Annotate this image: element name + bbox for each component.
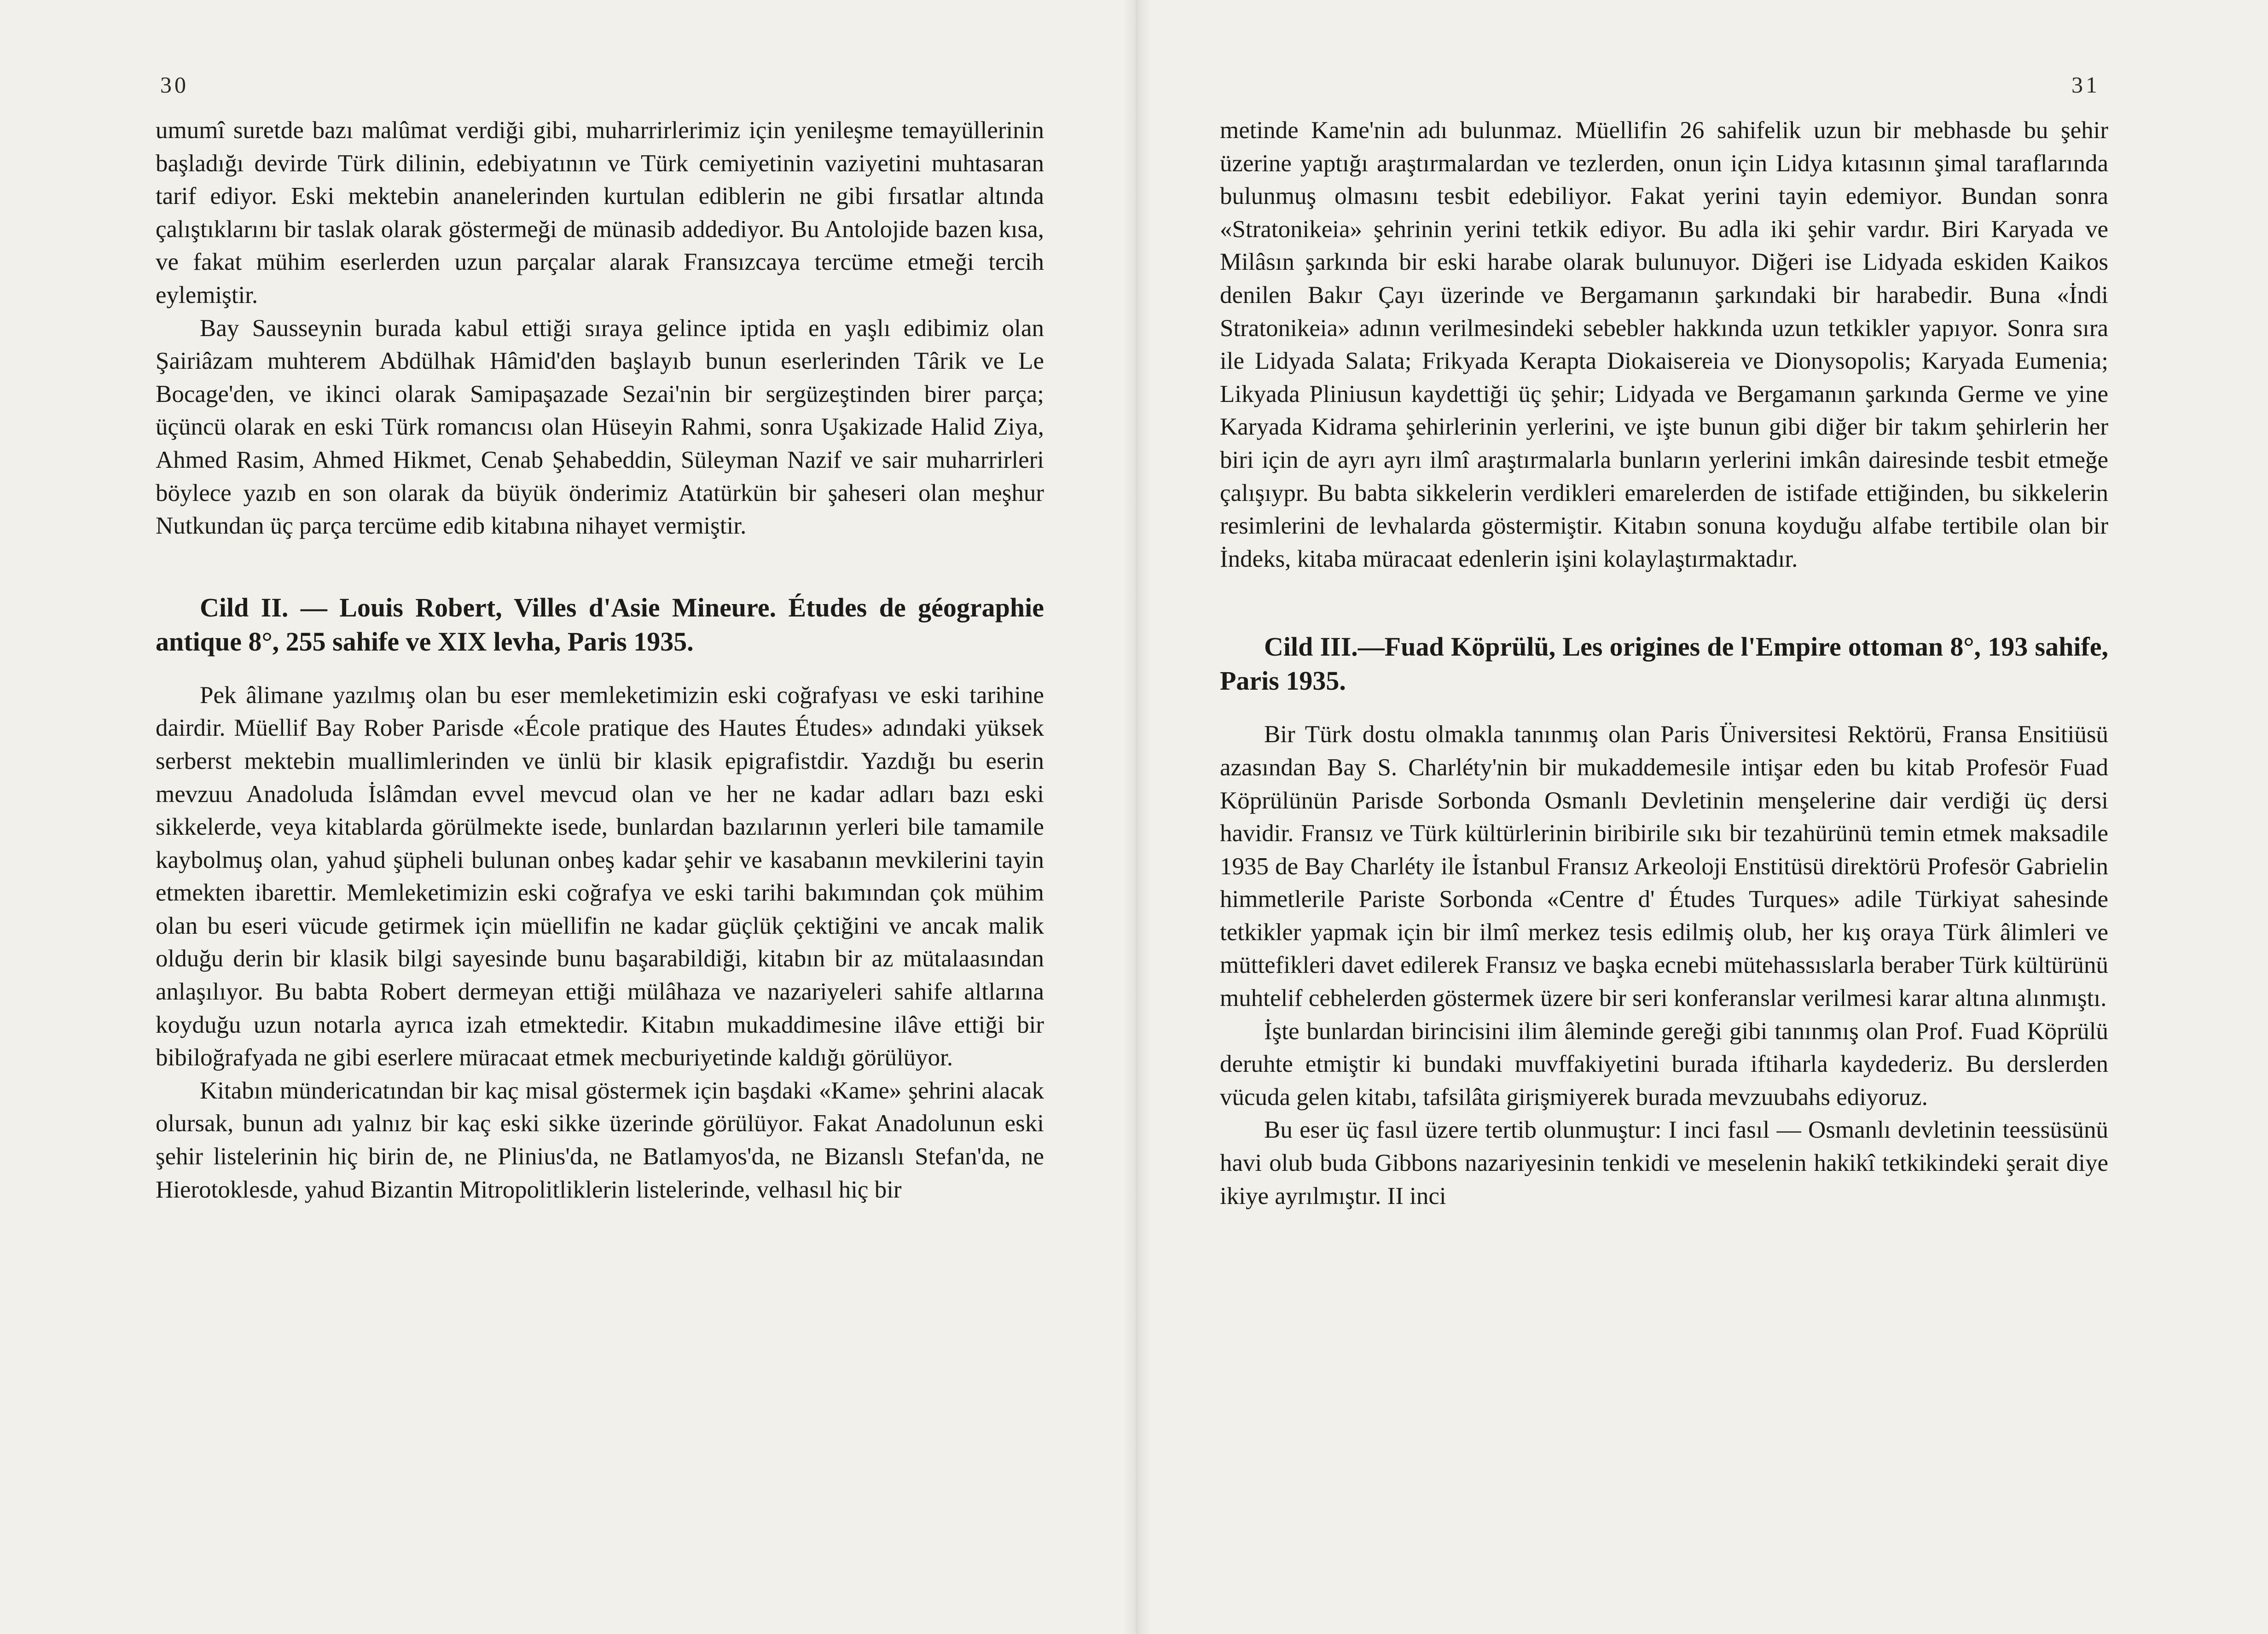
page-body — [1220, 114, 2108, 1213]
paragraph: Kitabın mündericatından bir kaç misal göstermek için başdaki «Kame» şehrini alacak olursak, bunun adı yalnız bir kaç eski sikke üzerinde görülüyor. Fakat Anadolunun eski şehir listelerinin hiç birin de, ne Plinius'da, ne Batlamyos'da, ne Bizanslı Stefan'da, ne Hierotoklesde, yahud Bizantin Mitropolitliklerin listelerinde, velhasıl hiç bir — [156, 1077, 1044, 1203]
paragraph: metinde Kame'nin adı bulunmaz. Müellifin 26 sahifelik uzun bir mebhasde bu şehir üzerine yaptığı araştırmalardan ve tezlerden, onun için Lidya kıtasının şimal taraflarında bulunmuş olmasını tesbit edebiliyor. Fakat yerini tayin edemiyor. Bundan sonra «Stratonikeia» şehrinin yerini tetkik ediyor. Bu adla iki şehir vardır. Biri Karyada ve Milâsın şarkında bir eski harabe olarak bulunuyor. Diğeri ise Lidyada eskiden Kaikos denilen Bakır Çayı üzerinde ve Bergamanın şarkındaki bir harabedir. Buna «İndi Stratonikeia» adının verilmesindeki sebebler hakkında uzun tetkikler yapıyor. Sonra sıra ile Lidyada Salata; Frikyada Kerapta Diokaisereia ve Dionysopolis; Karyada Eumenia; Likyada Pliniusun kaydettiği üç şehir; Lidyada ve Bergamanın şarkında Germe ve yine Karyada Kidrama şehirlerinin yerlerini, ve işte bunun gibi diğer bir takım şehirlerin her biri için de ayrı ayrı ilmî araştırmalarla bunların yerlerini imkân dairesinde tesbit etmeğe çalışıypr. Bu babta sikkelerin verdikleri emarelerden de istifade ettiğinden, bu sikkelerin resimlerini de levhalarda göstermiştir. Kitabın sonuna koyduğu alfabe tertibile olan bir İndeks, kitaba müracaat edenlerin işini kolaylaştırmaktadır. — [1220, 117, 2108, 572]
paragraph: Bay Sausseynin burada kabul ettiği sıraya gelince iptida en yaşlı edibimiz olan Şairiâzam muhterem Abdülhak Hâmid'den başlayıb bunun eserlerinden Târik ve Le Bocage'den, ve ikinci olarak Samipaşazade Sezai'nin bir sergüzeştinden birer parça; üçüncü olarak en eski Türk romancısı olan Hüseyin Rahmi, sonra Uşakizade Halid Ziya, Ahmed Rasim, Ahmed Hikmet, Cenab Şehabeddin, Süleyman Nazif ve sair muharrirleri böylece yazıb en son olarak da büyük önderimiz Atatürkün bir şaheseri olan meşhur Nutkundan üç parça tercüme edib kitabına nihayet vermiştir. — [156, 314, 1044, 540]
paragraph: Bir Türk dostu olmakla tanınmış olan Paris Üniversitesi Rektörü, Fransa Ensitiüsü azasından Bay S. Charléty'nin bir mukaddemesile intişar eden bu kitab Profesör Fuad Köprülünün Parisde Sorbonda Osmanlı Devletinin menşelerine dair verdiği üç dersi havidir. Fransız ve Türk kültürlerinin biribirile sıkı bir tezahürünü temin etmek maksadile 1935 de Bay Charléty ile İstanbul Fransız Arkeoloji Enstitüsü direktörü Profesör Gabrielin himmetlerile Pariste Sorbonda «Centre d' Études Turques» adile Türkiyat sahesinde tetkikler yapmak için bir ilmî merkez tesis edilmiş olub, her kış oraya Türk âlimleri ve müttefikleri davet edilerek Fransız ve başka ecnebi mütehassıslarla beraber Türk kültürünü muhtelif cebhelerden göstermek üzere bir seri konferanslar verilmesi karar altına alınmıştı. — [1220, 721, 2108, 1012]
paragraph: Pek âlimane yazılmış olan bu eser memleketimizin eski coğrafyası ve eski tarihine dairdir. Müellif Bay Rober Parisde «École pratique des Hautes Études» adındaki yüksek serberst mektebin muallimlerinden ve ünlü bir klasik epigrafistdir. Yazdığı bu eserin mevzuu Anadoluda İslâmdan evvel mevcud olan ve her ne kadar adları bazı eski sikkelerde, veya kitablarda görülmekte isede, bunlardan bazılarının yerleri bile tamamile kaybolmuş olan, yahud şüpheli bulunan onbeş kadar şehir ve kasabanın mevkilerini tayin etmekten ibarettir. Memleketimizin eski coğrafya ve eski tarihi bakımından çok mühim olan bu eseri vücude getirmek için müellifin ne kadar güçlük çektiğini ve ancak malik olduğu derin bir klasik bilgi sayesinde bunu başarabildiği, kitabın bir az mütalaasından anlaşılıyor. Bu babta Robert dermeyan ettiği mülâhaza ve nazariyeleri sahife altlarına koyduğu uzun notarla ayrıca izah etmektedir. Kitabın mukaddimesine ilâve ettiği bir bibiloğrafyada ne gibi eserlere müracaat etmek mecburiyetinde kaldığı görülüyor. — [156, 681, 1044, 1071]
section-heading: Cild II. — Louis Robert, Villes d'Asie Mineure. Études de géographie antique 8°, 255 sahife ve XIX levha, Paris 1935. — [156, 592, 1044, 657]
page-number: 30 — [160, 72, 189, 98]
right-page — [1132, 0, 2268, 1634]
page-body — [156, 114, 1044, 1206]
page-number: 31 — [2071, 72, 2100, 98]
spacer — [156, 659, 1044, 679]
section-heading: Cild III.—Fuad Köprülü, Les origines de l'Empire ottoman 8°, 193 sahife, Paris 1935. — [1220, 632, 2108, 696]
spacer — [1220, 698, 2108, 718]
paragraph: umumî suretde bazı malûmat verdiği gibi, muharrirlerimiz için yenileşme temayüllerinin başladığı devirde Türk dilinin, edebiyatının ve Türk cemiyetinin vaziyetini muhtasaran tarif ediyor. Eski mektebin ananelerinden kurtulan ediblerin ne gibi fırsatlar altında çalıştıklarını bir taslak olarak göstermeği de münasib addediyor. Bu Antolojide bazen kısa, ve fakat mühim eserlerden uzun parçalar alarak Fransızcaya tercüme etmeği tercih eylemiştir. — [156, 117, 1044, 308]
spacer — [156, 543, 1044, 591]
paragraph: İşte bunlardan birincisini ilim âleminde gereği gibi tanınmış olan Prof. Fuad Köprülü deruhte etmiştir ki bundaki muvffakiyetini burada iftiharla kaydederiz. Bu derslerden vücuda gelen kitabı, tafsilâta girişmiyerek burada mevzuubahs ediyoruz. — [1220, 1018, 2108, 1111]
left-page — [0, 0, 1132, 1634]
spacer — [1220, 576, 2108, 630]
paragraph: Bu eser üç fasıl üzere tertib olunmuştur: I inci fasıl — Osmanlı devletinin teessüsünü havi olub buda Gibbons nazariyesinin tenkidi ve meselenin hakikî tetkikindeki şerait diye ikiye ayrılmıştır. II inci — [1220, 1116, 2108, 1210]
